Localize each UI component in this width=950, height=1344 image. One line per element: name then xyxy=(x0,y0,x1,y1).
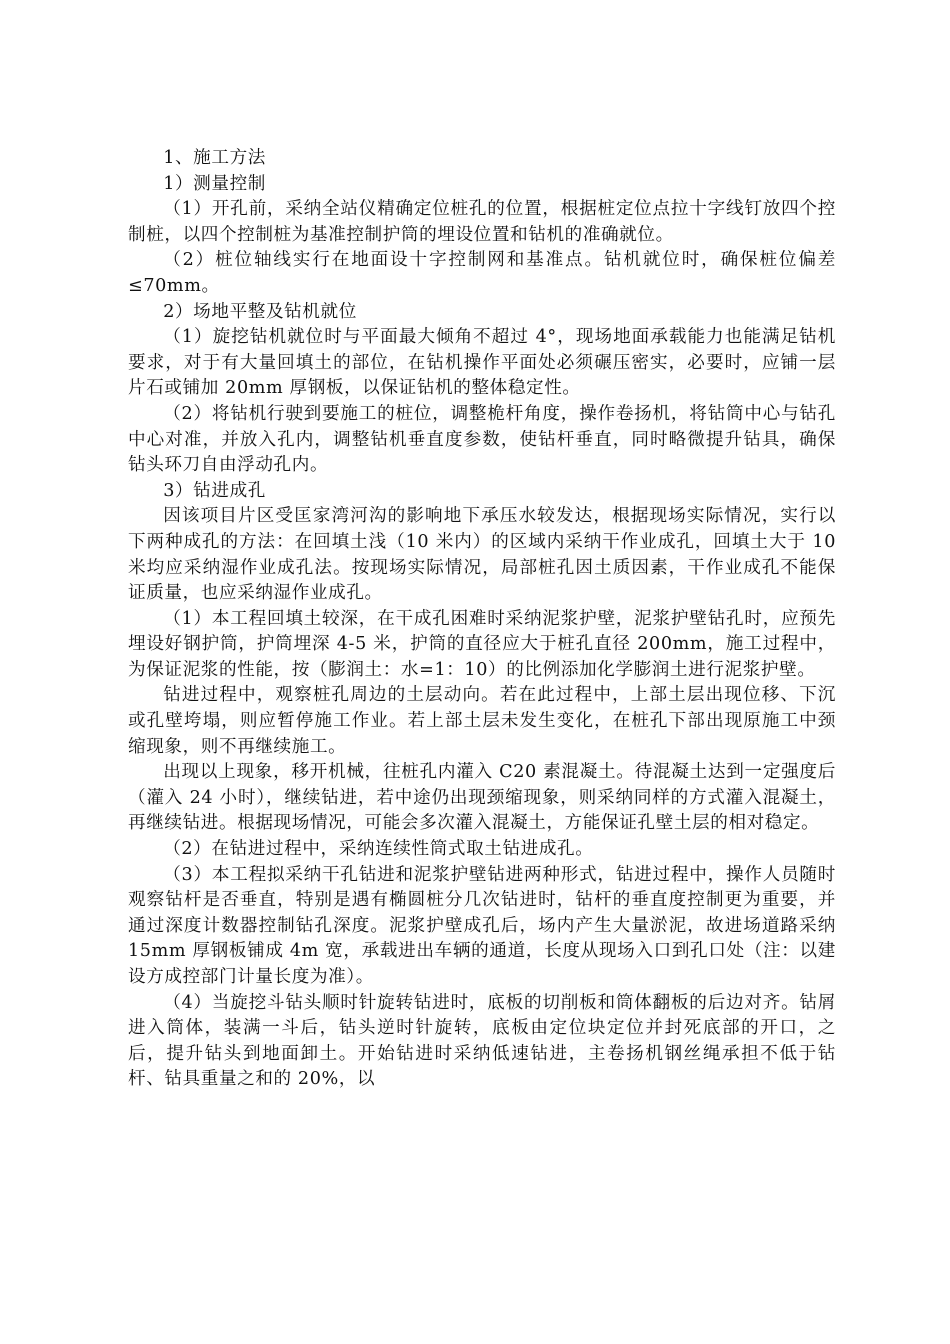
body-paragraph: 出现以上现象，移开机械，往桩孔内灌入 C20 素混凝土。待混凝土达到一定强度后（灌入 24 小时），继续钻进，若中途仍出现颈缩现象，则采纳同样的方式灌入混凝土，再继续钻进。根据现场情况，可能会多次灌入混凝土，方能保证孔壁土层的相对稳定。 xyxy=(128,762,836,834)
subsection-heading: 3）钻进成孔 xyxy=(163,480,266,501)
body-paragraph: （1）本工程回填土较深，在干成孔困难时采纳泥浆护壁，泥浆护壁钻孔时，应预先埋设好钢护筒，护筒埋深 4-5 米，护筒的直径应大于桩孔直径 200mm，施工过程中，为保证泥浆的性能，按（膨润土：水=1：10）的比例添加化学膨润土进行泥浆护壁。 xyxy=(128,608,836,680)
body-paragraph: （2）在钻进过程中，采纳连续性筒式取土钻进成孔。 xyxy=(163,839,594,860)
subsection-heading: 2）场地平整及钻机就位 xyxy=(163,301,357,322)
body-paragraph: （2）将钻机行驶到要施工的桩位，调整桅杆角度，操作卷扬机，将钻筒中心与钻孔中心对准，并放入孔内，调整钻机垂直度参数，使钻杆垂直，同时略微提升钻具，确保钻头环刀自由浮动孔内。 xyxy=(128,403,836,476)
body-paragraph: 因该项目片区受匡家湾河沟的影响地下承压水较发达，根据现场实际情况，实行以下两种成孔的方法：在回填土浅（10 米内）的区域内采纳干作业成孔，回填土大于 10 米均应采纳湿作业成孔法。按现场实际情况，局部桩孔因土质因素，干作业成孔不能保证质量，也应采纳湿作业成孔。 xyxy=(128,506,836,604)
document-page xyxy=(128,146,836,1093)
section-heading: 1、施工方法 xyxy=(163,148,266,168)
body-paragraph: 钻进过程中，观察桩孔周边的土层动向。若在此过程中，上部土层出现位移、下沉或孔壁垮塌，则应暂停施工作业。若上部土层未发生变化，在桩孔下部出现原施工中颈缩现象，则不再继续施工。 xyxy=(128,685,836,757)
body-paragraph: （3）本工程拟采纳干孔钻进和泥浆护壁钻进两种形式，钻进过程中，操作人员随时观察钻杆是否垂直，特别是遇有椭圆桩分几次钻进时，钻杆的垂直度控制更为重要，并通过深度计数器控制钻孔深度。泥浆护壁成孔后，场内产生大量淤泥，故进场道路采纳 15mm 厚钢板铺成 4m 宽，承载进出车辆的通道，长度从现场入口到孔口处（注：以建设方成控部门计量长度为准）。 xyxy=(128,864,836,987)
body-paragraph: （4）当旋挖斗钻头顺时针旋转钻进时，底板的切削板和筒体翻板的后边对齐。钻屑进入筒体，装满一斗后，钻头逆时针旋转，底板由定位块定位并封死底部的开口，之后，提升钻头到地面卸土。开始钻进时采纳低速钻进，主卷扬机钢丝绳承担不低于钻杆、钻具重量之和的 20%，以 xyxy=(128,992,836,1090)
body-paragraph: （1）开孔前，采纳全站仪精确定位桩孔的位置，根据桩定位点拉十字线钉放四个控制桩，以四个控制桩为基准控制护筒的埋设位置和钻机的准确就位。 xyxy=(128,199,836,245)
body-paragraph: （1）旋挖钻机就位时与平面最大倾角不超过 4°，现场地面承载能力也能满足钻机要求，对于有大量回填土的部位，在钻机操作平面处必须碾压密实，必要时，应铺一层片石或铺加 20mm 厚钢板，以保证钻机的整体稳定性。 xyxy=(128,327,836,399)
body-paragraph: （2）桩位轴线实行在地面设十字控制网和基准点。钻机就位时，确保桩位偏差≤70mm。 xyxy=(128,250,836,296)
subsection-heading: 1）测量控制 xyxy=(163,173,266,194)
